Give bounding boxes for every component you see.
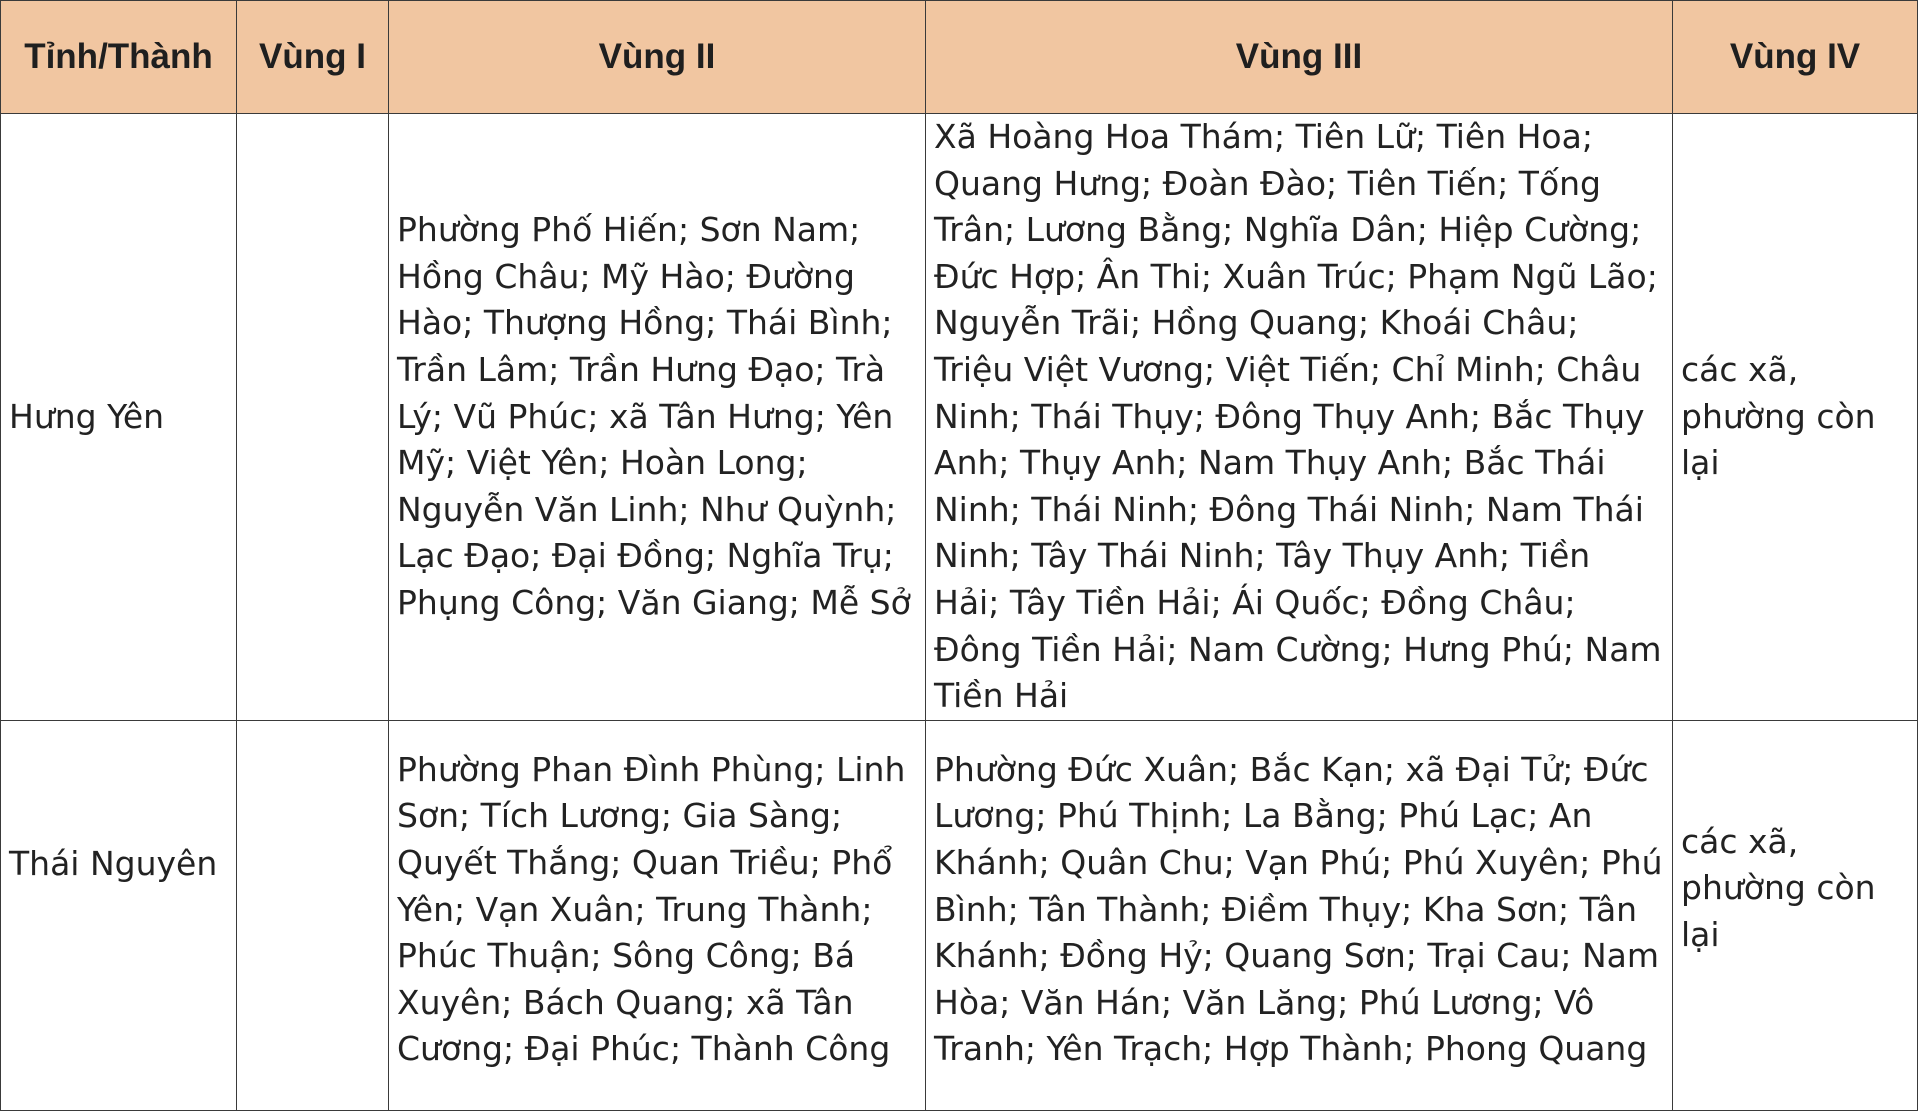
region-2-cell: [389, 114, 926, 721]
province-cell: [1, 114, 237, 721]
region-4-cell: [1673, 720, 1918, 1110]
region-2-text: Phường Phan Đình Phùng; Linh Sơn; Tích Lương; Gia Sàng; Quyết Thắng; Quan Triều; Phổ Yên; Vạn Xuân; Trung Thành; Phúc Thuận; Sông Công; Bá Xuyên; Bách Quang; xã Tân Cương; Đại Phúc; Thành Công: [397, 749, 906, 1069]
province-name: Hưng Yên: [9, 396, 165, 436]
region-4-text: các xã, phường còn lại: [1681, 349, 1876, 483]
region-3-cell: [926, 720, 1673, 1110]
header-region-2: Vùng II: [389, 1, 926, 114]
region-2-cell: [389, 720, 926, 1110]
table-row: [1, 720, 1918, 1110]
header-region-3: Vùng III: [926, 1, 1673, 114]
region-3-text: Xã Hoàng Hoa Thám; Tiên Lữ; Tiên Hoa; Quang Hưng; Đoàn Đào; Tiên Tiến; Tống Trân; Lương Bằng; Nghĩa Dân; Hiệp Cường; Đức Hợp; Ân Thi; Xuân Trúc; Phạm Ngũ Lão; Nguyễn Trãi; Hồng Quang; Khoái Châu; Triệu Việt Vương; Việt Tiến; Chỉ Minh; Châu Ninh; Thái Thụy; Đông Thụy Anh; Bắc Thụy Anh; Thụy Anh; Nam Thụy Anh; Bắc Thái Ninh; Thái Ninh; Đông Thái Ninh; Nam Thái Ninh; Tây Thái Ninh; Tây Thụy Anh; Tiền Hải; Tây Tiền Hải; Ái Quốc; Đồng Châu; Đông Tiền Hải; Nam Cường; Hưng Phú; Nam Tiền Hải: [934, 117, 1662, 716]
header-region-1: Vùng I: [237, 1, 389, 114]
region-1-cell: [237, 114, 389, 721]
header-province: Tỉnh/Thành: [1, 1, 237, 114]
region-3-text: Phường Đức Xuân; Bắc Kạn; xã Đại Tử; Đức Lương; Phú Thịnh; La Bằng; Phú Lạc; An Khánh; Quân Chu; Vạn Phú; Phú Xuyên; Phú Bình; Tân Thành; Điềm Thụy; Kha Sơn; Tân Khánh; Đồng Hỷ; Quang Sơn; Trại Cau; Nam Hòa; Văn Hán; Văn Lăng; Phú Lương; Vô Tranh; Yên Trạch; Hợp Thành; Phong Quang: [934, 749, 1663, 1069]
region-2-text: Phường Phố Hiến; Sơn Nam; Hồng Châu; Mỹ Hào; Đường Hào; Thượng Hồng; Thái Bình; Trần Lâm; Trần Hưng Đạo; Trà Lý; Vũ Phúc; xã Tân Hưng; Yên Mỹ; Việt Yên; Hoàn Long; Nguyễn Văn Linh; Như Quỳnh; Lạc Đạo; Đại Đồng; Nghĩa Trụ; Phụng Công; Văn Giang; Mễ Sở: [397, 210, 911, 622]
table-row: [1, 114, 1918, 721]
region-1-cell: [237, 720, 389, 1110]
header-region-4: Vùng IV: [1673, 1, 1918, 114]
region-4-text: các xã, phường còn lại: [1681, 821, 1876, 954]
header-row: [1, 1, 1918, 114]
region-4-cell: [1673, 114, 1918, 721]
province-cell: [1, 720, 237, 1110]
region-3-cell: [926, 114, 1673, 721]
province-name: Thái Nguyên: [9, 843, 218, 883]
